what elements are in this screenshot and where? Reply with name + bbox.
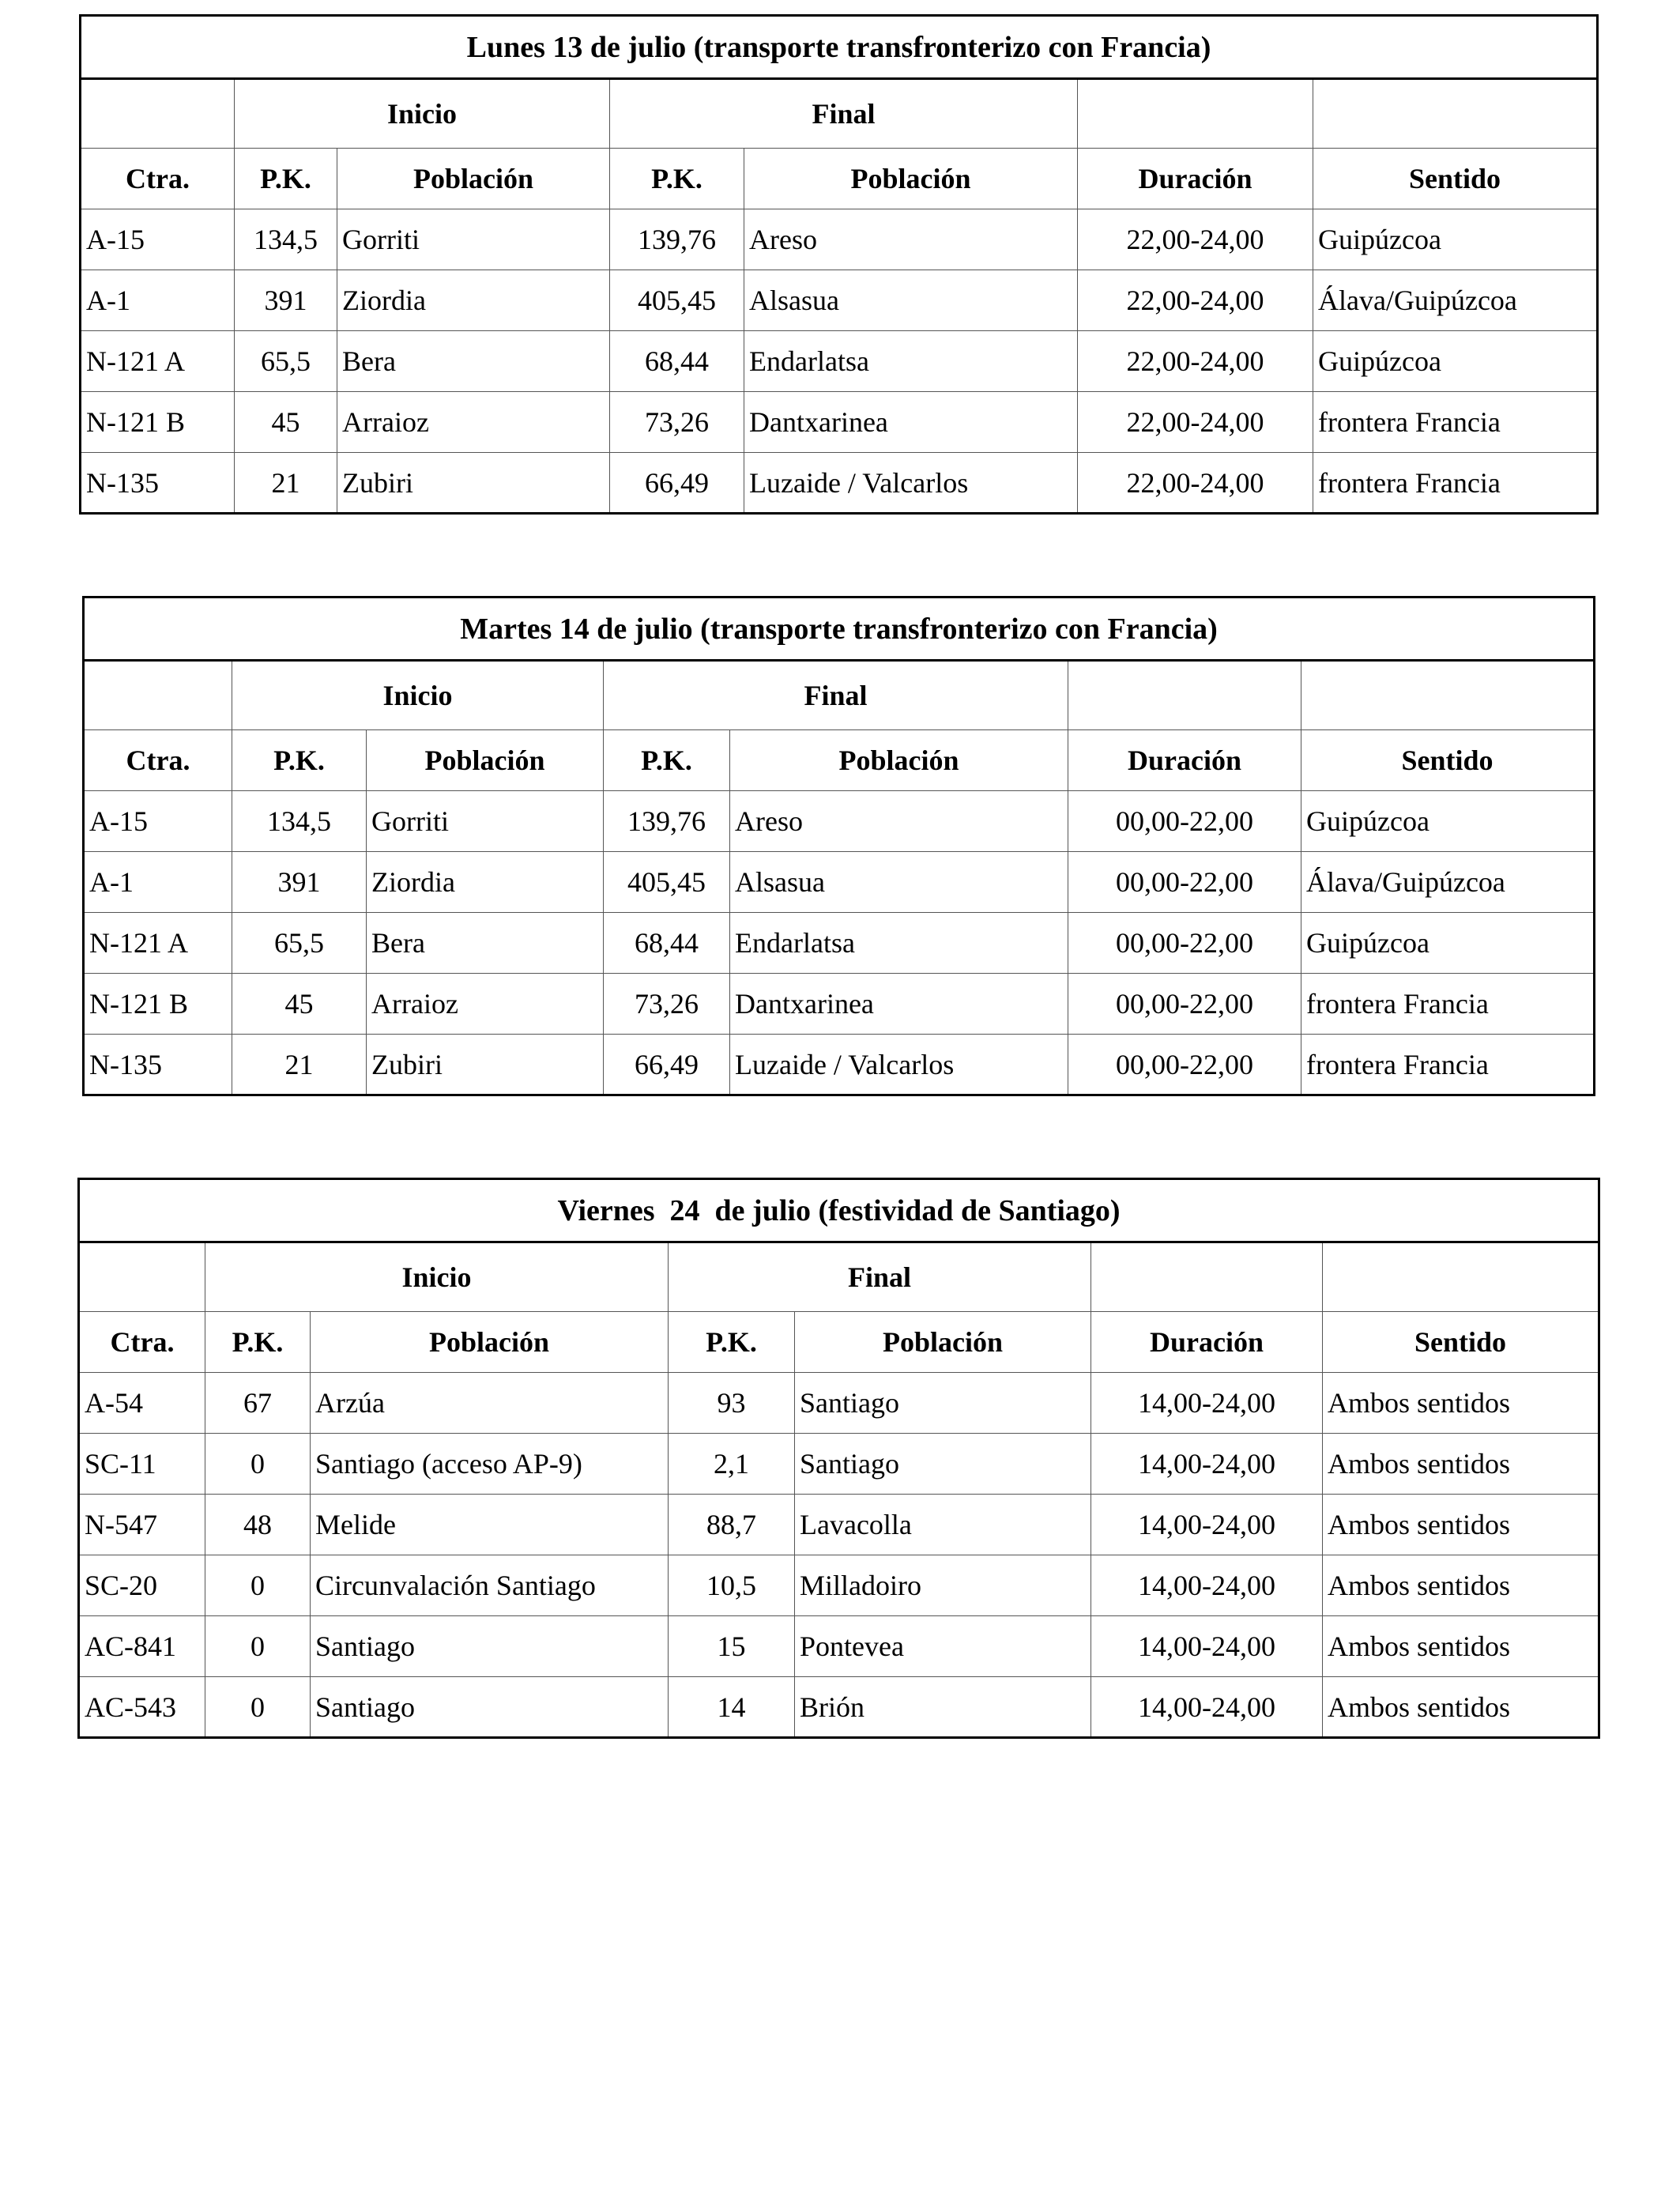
end-town-cell: Lavacolla: [795, 1495, 1091, 1555]
duration-cell: 14,00-24,00: [1091, 1677, 1323, 1738]
col-duracion: Duración: [1078, 149, 1313, 209]
direction-cell: Guipúzcoa: [1313, 331, 1598, 392]
col-poblacion-final: Población: [795, 1312, 1091, 1373]
inicio-header: Inicio: [205, 1242, 669, 1312]
pk-start-cell: 65,5: [232, 913, 367, 974]
blank-header-cell: [79, 1242, 205, 1312]
table-row: [84, 791, 1595, 852]
table-row: [79, 1434, 1599, 1495]
end-town-cell: Dantxarinea: [744, 392, 1078, 453]
pk-start-cell: 48: [205, 1495, 311, 1555]
duration-cell: 00,00-22,00: [1068, 852, 1301, 913]
col-poblacion-inicio: Población: [311, 1312, 669, 1373]
pk-start-cell: 0: [205, 1677, 311, 1738]
table-row: [81, 209, 1598, 270]
start-town-cell: Gorriti: [337, 209, 610, 270]
end-town-cell: Santiago: [795, 1434, 1091, 1495]
pk-end-cell: 73,26: [610, 392, 744, 453]
col-duracion: Duración: [1068, 730, 1301, 791]
road-cell: A-1: [84, 852, 232, 913]
duration-cell: 22,00-24,00: [1078, 209, 1313, 270]
col-pk-inicio: P.K.: [205, 1312, 311, 1373]
table-row: [79, 1495, 1599, 1555]
direction-cell: frontera Francia: [1301, 1035, 1595, 1095]
table-row: [81, 331, 1598, 392]
end-town-cell: Brión: [795, 1677, 1091, 1738]
pk-start-cell: 0: [205, 1616, 311, 1677]
start-town-cell: Santiago (acceso AP-9): [311, 1434, 669, 1495]
road-cell: SC-11: [79, 1434, 205, 1495]
pk-start-cell: 45: [232, 974, 367, 1035]
inicio-header: Inicio: [235, 79, 610, 149]
duration-cell: 22,00-24,00: [1078, 453, 1313, 514]
road-cell: SC-20: [79, 1555, 205, 1616]
col-sentido: Sentido: [1301, 730, 1595, 791]
blank-header-cell: [84, 661, 232, 730]
duration-cell: 14,00-24,00: [1091, 1616, 1323, 1677]
pk-end-cell: 66,49: [610, 453, 744, 514]
table-title: Martes 14 de julio (transporte transfronterizo con Francia): [84, 598, 1595, 661]
start-town-cell: Ziordia: [367, 852, 604, 913]
table-row: [84, 852, 1595, 913]
blank-header-cell: [1068, 661, 1301, 730]
table-row: [81, 392, 1598, 453]
road-cell: A-1: [81, 270, 235, 331]
road-cell: N-121 B: [81, 392, 235, 453]
col-pk-final: P.K.: [604, 730, 730, 791]
table-row: [81, 270, 1598, 331]
blank-header-cell: [1078, 79, 1313, 149]
col-sentido: Sentido: [1323, 1312, 1599, 1373]
duration-cell: 22,00-24,00: [1078, 392, 1313, 453]
col-poblacion-final: Población: [730, 730, 1068, 791]
pk-end-cell: 88,7: [669, 1495, 795, 1555]
pk-start-cell: 391: [232, 852, 367, 913]
table-row: [81, 453, 1598, 514]
col-poblacion-final: Población: [744, 149, 1078, 209]
pk-end-cell: 68,44: [604, 913, 730, 974]
pk-end-cell: 2,1: [669, 1434, 795, 1495]
direction-cell: Ambos sentidos: [1323, 1373, 1599, 1434]
direction-cell: frontera Francia: [1313, 453, 1598, 514]
duration-cell: 00,00-22,00: [1068, 1035, 1301, 1095]
end-town-cell: Luzaide / Valcarlos: [730, 1035, 1068, 1095]
start-town-cell: Bera: [337, 331, 610, 392]
table-row: [79, 1373, 1599, 1434]
col-ctra: Ctra.: [81, 149, 235, 209]
closure-table-lunes-13: [79, 14, 1599, 515]
table-row: [84, 913, 1595, 974]
road-cell: AC-543: [79, 1677, 205, 1738]
pk-start-cell: 0: [205, 1555, 311, 1616]
duration-cell: 14,00-24,00: [1091, 1555, 1323, 1616]
col-ctra: Ctra.: [79, 1312, 205, 1373]
table-row: [79, 1555, 1599, 1616]
end-town-cell: Alsasua: [730, 852, 1068, 913]
pk-end-cell: 66,49: [604, 1035, 730, 1095]
duration-cell: 00,00-22,00: [1068, 974, 1301, 1035]
pk-start-cell: 0: [205, 1434, 311, 1495]
road-cell: AC-841: [79, 1616, 205, 1677]
end-town-cell: Luzaide / Valcarlos: [744, 453, 1078, 514]
final-header: Final: [604, 661, 1068, 730]
direction-cell: Ambos sentidos: [1323, 1616, 1599, 1677]
direction-cell: Ambos sentidos: [1323, 1434, 1599, 1495]
pk-start-cell: 134,5: [235, 209, 337, 270]
road-cell: A-54: [79, 1373, 205, 1434]
pk-end-cell: 93: [669, 1373, 795, 1434]
direction-cell: Guipúzcoa: [1313, 209, 1598, 270]
direction-cell: Ambos sentidos: [1323, 1555, 1599, 1616]
col-pk-inicio: P.K.: [235, 149, 337, 209]
direction-cell: Ambos sentidos: [1323, 1495, 1599, 1555]
col-ctra: Ctra.: [84, 730, 232, 791]
final-header: Final: [669, 1242, 1091, 1312]
pk-end-cell: 68,44: [610, 331, 744, 392]
inicio-header: Inicio: [232, 661, 604, 730]
pk-start-cell: 65,5: [235, 331, 337, 392]
direction-cell: Guipúzcoa: [1301, 791, 1595, 852]
blank-header-cell: [1091, 1242, 1323, 1312]
end-town-cell: Areso: [730, 791, 1068, 852]
start-town-cell: Arraioz: [367, 974, 604, 1035]
pk-end-cell: 15: [669, 1616, 795, 1677]
start-town-cell: Melide: [311, 1495, 669, 1555]
start-town-cell: Bera: [367, 913, 604, 974]
pk-end-cell: 73,26: [604, 974, 730, 1035]
duration-cell: 00,00-22,00: [1068, 791, 1301, 852]
pk-start-cell: 21: [235, 453, 337, 514]
blank-header-cell: [1313, 79, 1598, 149]
table-row: [79, 1677, 1599, 1738]
road-cell: N-135: [84, 1035, 232, 1095]
blank-header-cell: [81, 79, 235, 149]
blank-header-cell: [1323, 1242, 1599, 1312]
end-town-cell: Milladoiro: [795, 1555, 1091, 1616]
direction-cell: Álava/Guipúzcoa: [1301, 852, 1595, 913]
start-town-cell: Arzúa: [311, 1373, 669, 1434]
direction-cell: frontera Francia: [1313, 392, 1598, 453]
final-header: Final: [610, 79, 1078, 149]
table-title: Viernes 24 de julio (festividad de Santiago): [79, 1179, 1599, 1242]
col-pk-final: P.K.: [669, 1312, 795, 1373]
table-row: [84, 1035, 1595, 1095]
end-town-cell: Pontevea: [795, 1616, 1091, 1677]
pk-start-cell: 134,5: [232, 791, 367, 852]
blank-header-cell: [1301, 661, 1595, 730]
road-cell: N-135: [81, 453, 235, 514]
pk-end-cell: 139,76: [604, 791, 730, 852]
end-town-cell: Dantxarinea: [730, 974, 1068, 1035]
start-town-cell: Zubiri: [367, 1035, 604, 1095]
start-town-cell: Arraioz: [337, 392, 610, 453]
table-row: [79, 1616, 1599, 1677]
duration-cell: 14,00-24,00: [1091, 1434, 1323, 1495]
end-town-cell: Endarlatsa: [744, 331, 1078, 392]
road-cell: N-121 B: [84, 974, 232, 1035]
pk-end-cell: 14: [669, 1677, 795, 1738]
pk-start-cell: 67: [205, 1373, 311, 1434]
col-sentido: Sentido: [1313, 149, 1598, 209]
end-town-cell: Santiago: [795, 1373, 1091, 1434]
duration-cell: 00,00-22,00: [1068, 913, 1301, 974]
col-pk-inicio: P.K.: [232, 730, 367, 791]
start-town-cell: Gorriti: [367, 791, 604, 852]
start-town-cell: Ziordia: [337, 270, 610, 331]
col-duracion: Duración: [1091, 1312, 1323, 1373]
duration-cell: 14,00-24,00: [1091, 1373, 1323, 1434]
col-poblacion-inicio: Población: [367, 730, 604, 791]
duration-cell: 22,00-24,00: [1078, 270, 1313, 331]
start-town-cell: Zubiri: [337, 453, 610, 514]
closure-table-martes-14: [82, 596, 1595, 1096]
table-row: [84, 974, 1595, 1035]
col-pk-final: P.K.: [610, 149, 744, 209]
direction-cell: frontera Francia: [1301, 974, 1595, 1035]
road-cell: N-547: [79, 1495, 205, 1555]
start-town-cell: Santiago: [311, 1616, 669, 1677]
pk-end-cell: 139,76: [610, 209, 744, 270]
end-town-cell: Endarlatsa: [730, 913, 1068, 974]
direction-cell: Ambos sentidos: [1323, 1677, 1599, 1738]
col-poblacion-inicio: Población: [337, 149, 610, 209]
pk-start-cell: 391: [235, 270, 337, 331]
road-cell: A-15: [84, 791, 232, 852]
pk-end-cell: 10,5: [669, 1555, 795, 1616]
direction-cell: Álava/Guipúzcoa: [1313, 270, 1598, 331]
end-town-cell: Areso: [744, 209, 1078, 270]
start-town-cell: Santiago: [311, 1677, 669, 1738]
pk-end-cell: 405,45: [604, 852, 730, 913]
road-cell: N-121 A: [81, 331, 235, 392]
closure-table-viernes-24: [77, 1178, 1600, 1739]
start-town-cell: Circunvalación Santiago: [311, 1555, 669, 1616]
table-title: Lunes 13 de julio (transporte transfronterizo con Francia): [81, 16, 1598, 79]
pk-start-cell: 21: [232, 1035, 367, 1095]
pk-start-cell: 45: [235, 392, 337, 453]
road-cell: A-15: [81, 209, 235, 270]
road-cell: N-121 A: [84, 913, 232, 974]
duration-cell: 14,00-24,00: [1091, 1495, 1323, 1555]
duration-cell: 22,00-24,00: [1078, 331, 1313, 392]
end-town-cell: Alsasua: [744, 270, 1078, 331]
direction-cell: Guipúzcoa: [1301, 913, 1595, 974]
pk-end-cell: 405,45: [610, 270, 744, 331]
